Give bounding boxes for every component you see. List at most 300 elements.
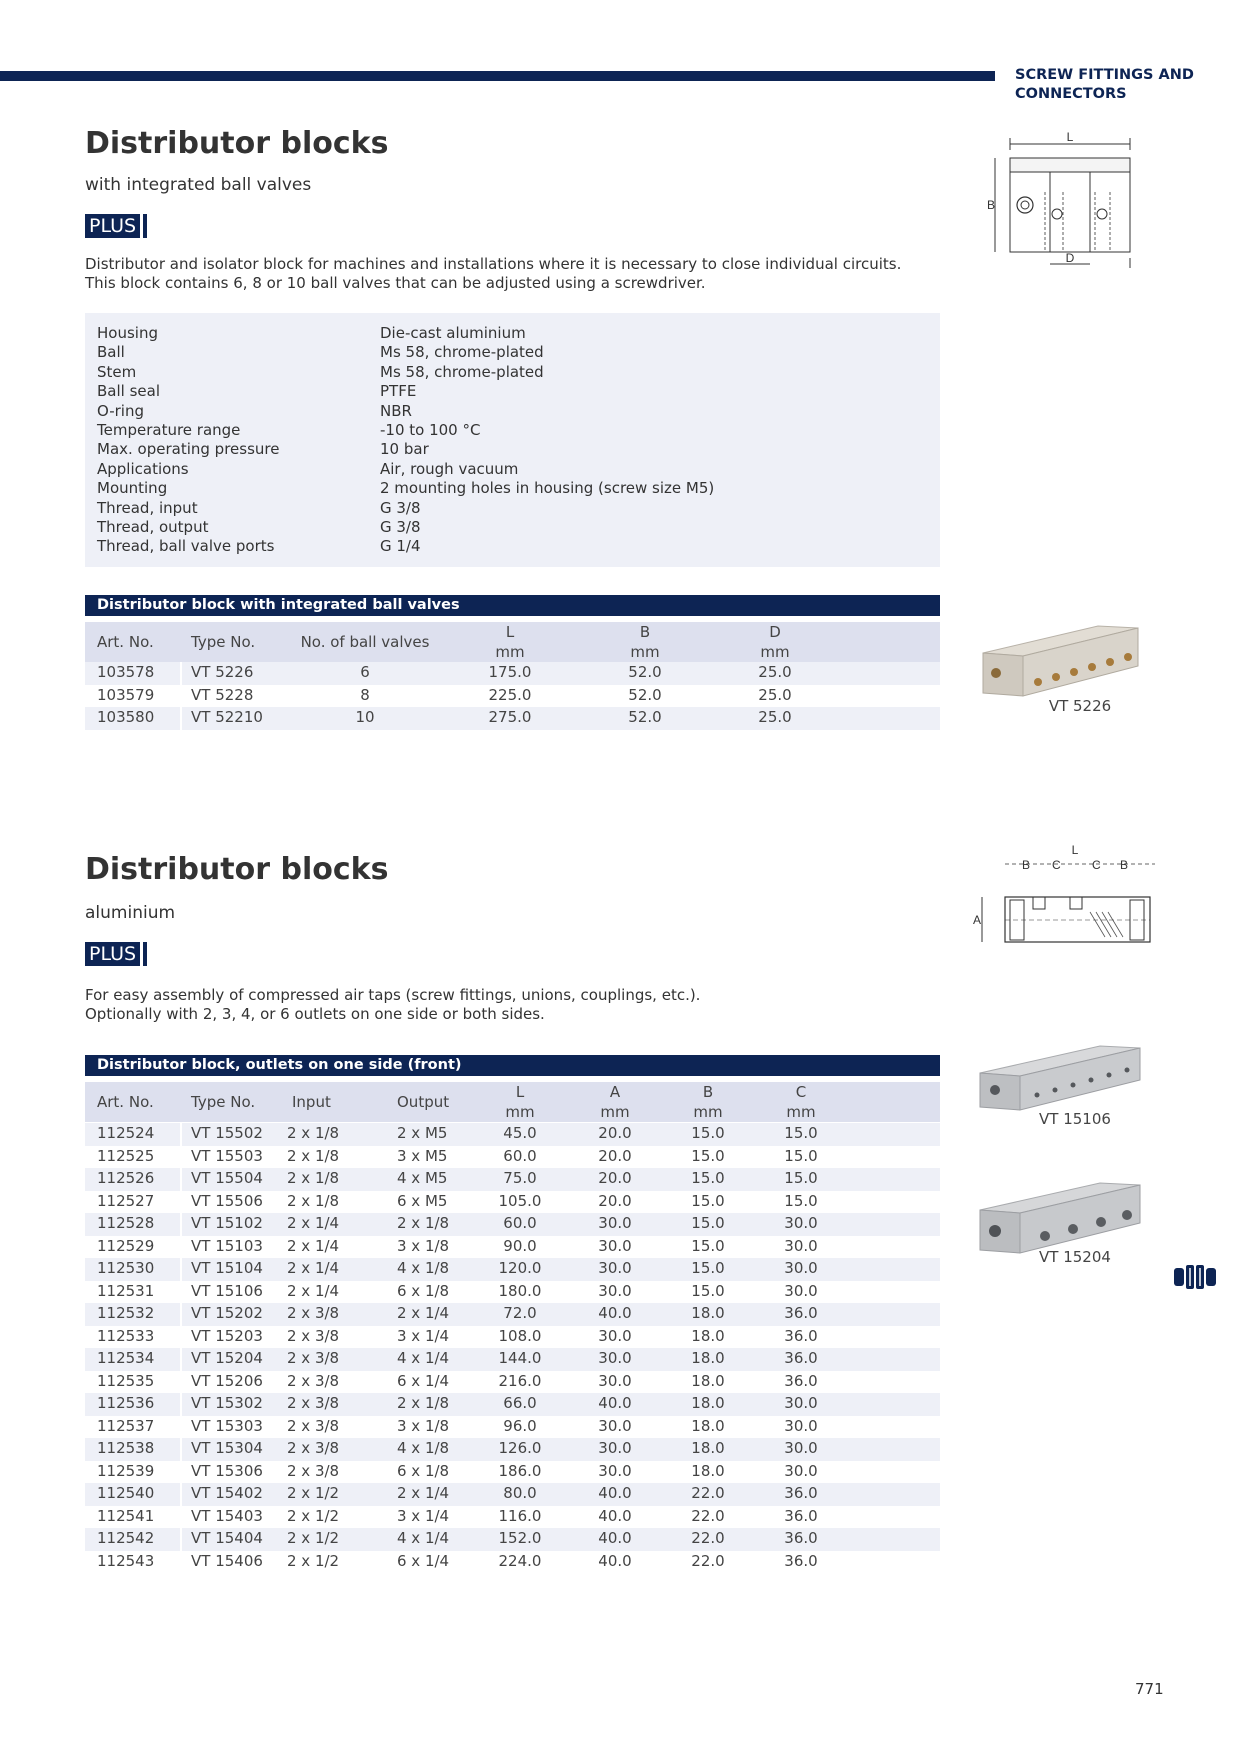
table-row [85, 707, 940, 730]
spec-row [97, 460, 927, 479]
table-cell: 2 x 1/4 [287, 1236, 340, 1255]
table-cell: 112542 [97, 1529, 155, 1547]
header-bar [0, 71, 995, 81]
table-cell: 3 x 1/8 [397, 1416, 450, 1435]
table-cell: 6 x 1/8 [397, 1281, 450, 1300]
section2-plus-badge [85, 942, 147, 966]
column-header [668, 1082, 748, 1122]
table-cell: 66.0 [503, 1394, 537, 1412]
table-cell: 25.0 [758, 685, 792, 704]
table-cell: 30.0 [598, 1326, 632, 1345]
table-cell: VT 15302 [191, 1394, 263, 1412]
section2-title: Distributor blocks [85, 852, 389, 887]
table-cell: 36.0 [784, 1304, 818, 1322]
table-cell: VT 5226 [191, 663, 254, 681]
table-cell: 15.0 [784, 1124, 818, 1142]
table-row [85, 1236, 940, 1259]
spec-value: Die-cast aluminium [380, 324, 526, 342]
column-header [600, 622, 690, 662]
table-cell: 3 x M5 [397, 1146, 448, 1165]
table-cell: 15.0 [784, 1191, 818, 1210]
spec-row [97, 440, 927, 459]
screw-fitting-icon [1172, 1262, 1220, 1292]
plus-badge-bar [143, 942, 147, 966]
vt15106-product-photo [975, 1028, 1145, 1118]
table-cell: 30.0 [784, 1461, 818, 1480]
table-cell: 116.0 [498, 1506, 542, 1525]
description-line: For easy assembly of compressed air taps (screw fittings, unions, couplings, etc.). [85, 986, 701, 1004]
table-cell: VT 15402 [191, 1484, 263, 1502]
table-row [85, 1483, 940, 1506]
table-cell: 22.0 [691, 1484, 725, 1502]
column-divider [180, 1236, 182, 1259]
table-cell: 52.0 [628, 708, 662, 726]
table2-title: Distributor block, outlets on one side (front) [97, 1057, 462, 1073]
table-row [85, 1258, 940, 1281]
table-cell: 30.0 [784, 1439, 818, 1457]
column-divider [180, 1551, 182, 1574]
section1-subtitle: with integrated ball valves [85, 175, 312, 195]
table-cell: 225.0 [488, 685, 532, 704]
spec-key: Ball seal [97, 382, 160, 401]
table-row [85, 1393, 940, 1416]
table-cell: 103580 [97, 708, 155, 726]
drawing-label-B: B [1120, 858, 1129, 872]
table-row [85, 662, 940, 685]
table-cell: 108.0 [498, 1326, 542, 1345]
column-label: D [769, 623, 781, 641]
spec-row [97, 537, 927, 556]
column-header: Type No. [191, 1093, 256, 1111]
table-row [85, 1551, 940, 1574]
table-cell: 18.0 [691, 1416, 725, 1435]
table-cell: 36.0 [784, 1349, 818, 1367]
column-divider [180, 1393, 182, 1416]
table-cell: 10 [355, 708, 375, 726]
table-cell: 112529 [97, 1236, 155, 1255]
table-cell: VT 15106 [191, 1281, 263, 1300]
table-cell: 80.0 [503, 1484, 537, 1502]
table-cell: 96.0 [503, 1416, 537, 1435]
table-cell: 2 x 1/4 [397, 1484, 450, 1502]
table-cell: 152.0 [498, 1529, 542, 1547]
photo3-caption: VT 15204 [1039, 1248, 1111, 1266]
table-cell: 2 x 1/8 [287, 1124, 340, 1142]
table-cell: 112538 [97, 1439, 155, 1457]
table-cell: 2 x 1/8 [287, 1146, 340, 1165]
table-cell: 112524 [97, 1124, 155, 1142]
table-cell: VT 15504 [191, 1169, 263, 1187]
spec-row [97, 343, 927, 362]
table-cell: 52.0 [628, 663, 662, 681]
table-row [85, 1303, 940, 1326]
column-label: B [702, 1083, 714, 1101]
table-cell: 30.0 [598, 1236, 632, 1255]
table-cell: VT 52210 [191, 708, 263, 726]
table-row [85, 1416, 940, 1439]
table-cell: 22.0 [691, 1551, 725, 1570]
section1-plus-badge [85, 214, 147, 238]
table-row [85, 1506, 940, 1529]
column-divider [180, 1348, 182, 1371]
section2-subtitle: aluminium [85, 903, 176, 923]
table-cell: 2 x 3/8 [287, 1304, 340, 1322]
section1-title: Distributor blocks [85, 126, 389, 161]
table-cell: 30.0 [598, 1416, 632, 1435]
table-cell: 18.0 [691, 1394, 725, 1412]
spec-key: O-ring [97, 401, 144, 420]
plus-badge-label: PLUS [85, 214, 140, 238]
table-cell: 18.0 [691, 1326, 725, 1345]
table-cell: 75.0 [503, 1169, 537, 1187]
table-cell: 30.0 [598, 1281, 632, 1300]
table-cell: 2 x 3/8 [287, 1326, 340, 1345]
column-divider [180, 1258, 182, 1281]
column-header [480, 1082, 560, 1122]
spec-key: Ball [97, 343, 125, 362]
table-cell: 2 x 3/8 [287, 1349, 340, 1367]
column-divider [180, 1191, 182, 1214]
plus-badge-label: PLUS [85, 942, 140, 966]
table-cell: 36.0 [784, 1326, 818, 1345]
table-cell: 18.0 [691, 1461, 725, 1480]
column-label: L [505, 623, 515, 641]
table-cell: 112535 [97, 1371, 155, 1390]
table-cell: 20.0 [598, 1169, 632, 1187]
table-cell: VT 15503 [191, 1146, 263, 1165]
table-cell: 36.0 [784, 1484, 818, 1502]
column-divider [180, 1371, 182, 1394]
table-cell: 105.0 [498, 1191, 542, 1210]
table-cell: 275.0 [488, 708, 532, 726]
spec-key: Thread, input [97, 498, 198, 517]
column-label: L [515, 1083, 525, 1101]
spec-row [97, 402, 927, 421]
table-cell: 112532 [97, 1304, 155, 1322]
spec-value: G 3/8 [380, 498, 421, 517]
table-cell: 36.0 [784, 1529, 818, 1547]
column-header [730, 622, 820, 662]
column-divider [180, 1213, 182, 1236]
page-number: 771 [1135, 1680, 1164, 1698]
description-line: Distributor and isolator block for machines and installations where it is necessary to close individual circuits. [85, 255, 902, 273]
photo2-caption: VT 15106 [1039, 1110, 1111, 1128]
table-cell: 112528 [97, 1214, 155, 1232]
table-cell: VT 15203 [191, 1326, 263, 1345]
table-cell: 4 x M5 [397, 1169, 448, 1187]
table-cell: VT 15202 [191, 1304, 263, 1322]
drawing-label-B: B [987, 198, 996, 212]
photo1-caption: VT 5226 [1048, 697, 1112, 715]
table-cell: 60.0 [503, 1146, 537, 1165]
table-cell: 2 x 1/2 [287, 1529, 340, 1547]
drawing-label-L: L [1071, 843, 1079, 857]
table-cell: VT 5228 [191, 685, 254, 704]
table-cell: 18.0 [691, 1439, 725, 1457]
category-label: SCREW FITTINGS AND CONNECTORS [1015, 67, 1194, 102]
table-cell: 30.0 [598, 1371, 632, 1390]
table-cell: 30.0 [784, 1259, 818, 1277]
table-cell: 18.0 [691, 1371, 725, 1390]
column-header [575, 1082, 655, 1122]
table-cell: 112527 [97, 1191, 155, 1210]
spec-row [97, 324, 927, 343]
table-cell: 112543 [97, 1551, 155, 1570]
table-cell: VT 15304 [191, 1439, 263, 1457]
spec-value: Ms 58, chrome-plated [380, 362, 544, 381]
table-cell: 175.0 [488, 663, 532, 681]
table-cell: 15.0 [691, 1191, 725, 1210]
table-cell: 20.0 [598, 1146, 632, 1165]
description-line: Optionally with 2, 3, 4, or 6 outlets on one side or both sides. [85, 1005, 545, 1023]
table-row [85, 1191, 940, 1214]
table-cell: 2 x 3/8 [287, 1371, 340, 1390]
table-cell: VT 15502 [191, 1124, 263, 1142]
table-cell: 112541 [97, 1506, 155, 1525]
table-cell: 15.0 [691, 1259, 725, 1277]
drawing-label-B: B [1022, 858, 1031, 872]
table-cell: 4 x 1/8 [397, 1259, 450, 1277]
table-cell: VT 15303 [191, 1416, 263, 1435]
table-cell: 25.0 [758, 708, 792, 726]
table-cell: VT 15102 [191, 1214, 263, 1232]
table-row [85, 1371, 940, 1394]
table-cell: 2 x 1/4 [397, 1304, 450, 1322]
plus-badge-bar [143, 214, 147, 238]
column-divider [180, 1438, 182, 1461]
spec-row [97, 382, 927, 401]
table-cell: 2 x M5 [397, 1124, 448, 1142]
table-cell: 112539 [97, 1461, 155, 1480]
table-cell: 2 x 1/4 [287, 1214, 340, 1232]
column-divider [180, 662, 182, 685]
table-cell: VT 15306 [191, 1461, 263, 1480]
table-cell: 30.0 [784, 1416, 818, 1435]
spec-row [97, 499, 927, 518]
spec-key: Mounting [97, 479, 168, 498]
spec-key: Temperature range [97, 421, 241, 439]
table-cell: 18.0 [691, 1304, 725, 1322]
table-cell: 8 [360, 685, 370, 704]
column-header: Art. No. [97, 1093, 154, 1111]
column-divider [180, 1326, 182, 1349]
column-header: No. of ball valves [300, 633, 430, 651]
table-cell: 30.0 [598, 1214, 632, 1232]
table-cell: 224.0 [498, 1551, 542, 1570]
spec-row [97, 479, 927, 498]
spec-key: Stem [97, 362, 137, 381]
table-cell: 2 x 1/4 [287, 1281, 340, 1300]
spec-key: Housing [97, 324, 158, 342]
table-cell: 112530 [97, 1259, 155, 1277]
table-cell: 18.0 [691, 1349, 725, 1367]
table-cell: 60.0 [503, 1214, 537, 1232]
table-cell: 90.0 [503, 1236, 537, 1255]
table1-title-bar [85, 595, 940, 616]
column-unit: mm [630, 643, 660, 661]
table-row [85, 1438, 940, 1461]
table-row [85, 1348, 940, 1371]
column-divider [180, 1506, 182, 1529]
spec-key: Applications [97, 459, 189, 478]
table-cell: 30.0 [598, 1461, 632, 1480]
table-cell: 36.0 [784, 1371, 818, 1390]
table-cell: 120.0 [498, 1259, 542, 1277]
column-divider [180, 707, 182, 730]
column-unit: mm [600, 1103, 630, 1121]
table-cell: 4 x 1/4 [397, 1349, 450, 1367]
table-cell: VT 15403 [191, 1506, 263, 1525]
spec-value: 10 bar [380, 440, 429, 459]
column-divider [180, 1528, 182, 1551]
table-cell: 72.0 [503, 1304, 537, 1322]
table-cell: VT 15204 [191, 1349, 263, 1367]
table-cell: 6 x 1/4 [397, 1371, 450, 1390]
table-cell: VT 15506 [191, 1191, 263, 1210]
table-cell: 15.0 [784, 1169, 818, 1187]
table-cell: 30.0 [784, 1281, 818, 1300]
table-cell: 15.0 [691, 1169, 725, 1187]
column-divider [180, 1461, 182, 1484]
table-cell: 2 x 1/8 [397, 1394, 450, 1412]
table-cell: VT 15206 [191, 1371, 263, 1390]
table-cell: 40.0 [598, 1484, 632, 1502]
table-cell: 112536 [97, 1394, 155, 1412]
table-cell: 15.0 [691, 1146, 725, 1165]
table-cell: 40.0 [598, 1394, 632, 1412]
spec-value: Air, rough vacuum [380, 459, 519, 478]
column-header: Input [292, 1093, 331, 1111]
table-cell: 22.0 [691, 1506, 725, 1525]
column-label: A [609, 1083, 621, 1101]
table-cell: VT 15103 [191, 1236, 263, 1255]
spec-value: 2 mounting holes in housing (screw size M5) [380, 479, 715, 498]
table-cell: 2 x 3/8 [287, 1394, 340, 1412]
table-cell: 4 x 1/8 [397, 1439, 450, 1457]
table-cell: 15.0 [691, 1236, 725, 1255]
column-header: Output [397, 1093, 450, 1111]
column-unit: mm [786, 1103, 816, 1121]
column-header: Type No. [191, 633, 256, 651]
table-cell: 30.0 [598, 1439, 632, 1457]
column-label: B [639, 623, 651, 641]
table-cell: 103579 [97, 685, 155, 704]
table1-column-header [85, 622, 940, 662]
column-header [761, 1082, 841, 1122]
table-cell: 2 x 1/8 [397, 1214, 450, 1232]
table-cell: 144.0 [498, 1349, 542, 1367]
table-cell: 40.0 [598, 1529, 632, 1547]
vt5226-product-photo [978, 608, 1143, 703]
drawing-label-A: A [973, 913, 982, 927]
table-row [85, 1146, 940, 1169]
table-row [85, 1461, 940, 1484]
spec-row [97, 518, 927, 537]
table-cell: 20.0 [598, 1124, 632, 1142]
column-divider [180, 1281, 182, 1304]
table-cell: 126.0 [498, 1439, 542, 1457]
table-cell: 112525 [97, 1146, 155, 1165]
table-row [85, 1213, 940, 1236]
table-cell: 40.0 [598, 1551, 632, 1570]
section1-description [85, 255, 945, 293]
spec-table [85, 313, 940, 567]
section2-description [85, 986, 945, 1024]
table-cell: 112533 [97, 1326, 155, 1345]
column-unit: mm [693, 1103, 723, 1121]
drawing-label-C: C [1052, 858, 1061, 872]
spec-key: Thread, output [97, 518, 209, 536]
table-cell: 2 x 1/4 [287, 1259, 340, 1277]
table-cell: 36.0 [784, 1506, 818, 1525]
table-cell: 112537 [97, 1416, 155, 1435]
table-cell: 6 x M5 [397, 1191, 448, 1210]
table-cell: 2 x 1/2 [287, 1506, 340, 1525]
table-cell: 2 x 1/2 [287, 1551, 340, 1570]
spec-value: NBR [380, 401, 412, 420]
column-divider [180, 1483, 182, 1506]
table-cell: VT 15406 [191, 1551, 263, 1570]
table-cell: VT 15404 [191, 1529, 263, 1547]
table-cell: 112531 [97, 1281, 155, 1300]
column-divider [180, 1303, 182, 1326]
table-row [85, 1528, 940, 1551]
table-cell: 30.0 [598, 1349, 632, 1367]
table-cell: 3 x 1/4 [397, 1506, 450, 1525]
table-row [85, 1326, 940, 1349]
table2-title-bar [85, 1055, 940, 1076]
column-unit: mm [505, 1103, 535, 1121]
table-cell: 4 x 1/4 [397, 1529, 450, 1547]
table-cell: 15.0 [784, 1146, 818, 1165]
drawing-label-C: C [1092, 858, 1101, 872]
table-cell: 2 x 3/8 [287, 1461, 340, 1480]
table-cell: 30.0 [784, 1214, 818, 1232]
ball-valve-block-drawing [985, 132, 1135, 272]
table-cell: 186.0 [498, 1461, 542, 1480]
table-cell: 2 x 3/8 [287, 1416, 340, 1435]
table-cell: 40.0 [598, 1506, 632, 1525]
table-cell: 3 x 1/8 [397, 1236, 450, 1255]
column-header: Art. No. [97, 633, 154, 651]
spec-value: G 3/8 [380, 518, 421, 536]
column-header [465, 622, 555, 662]
table-cell: 40.0 [598, 1304, 632, 1322]
table-row [85, 1168, 940, 1191]
table-cell: 3 x 1/4 [397, 1326, 450, 1345]
table-cell: 216.0 [498, 1371, 542, 1390]
table-cell: VT 15104 [191, 1259, 263, 1277]
table-cell: 112534 [97, 1349, 155, 1367]
spec-key: Thread, ball valve ports [97, 537, 275, 556]
spec-key: Max. operating pressure [97, 440, 280, 459]
table-cell: 6 [360, 663, 370, 681]
table-cell: 2 x 1/8 [287, 1169, 340, 1187]
table-cell: 6 x 1/4 [397, 1551, 450, 1570]
table1-title: Distributor block with integrated ball valves [97, 597, 460, 613]
spec-value: -10 to 100 °C [380, 421, 481, 439]
table-cell: 2 x 1/8 [287, 1191, 340, 1210]
table-cell: 103578 [97, 663, 155, 681]
spec-value: Ms 58, chrome-plated [380, 343, 544, 362]
column-unit: mm [495, 643, 525, 661]
aluminium-block-drawing [970, 842, 1160, 947]
table-cell: 36.0 [784, 1551, 818, 1570]
table-cell: 2 x 1/2 [287, 1484, 340, 1502]
column-divider [180, 1146, 182, 1169]
table-cell: 30.0 [598, 1259, 632, 1277]
drawing-label-L: L [1066, 132, 1074, 144]
